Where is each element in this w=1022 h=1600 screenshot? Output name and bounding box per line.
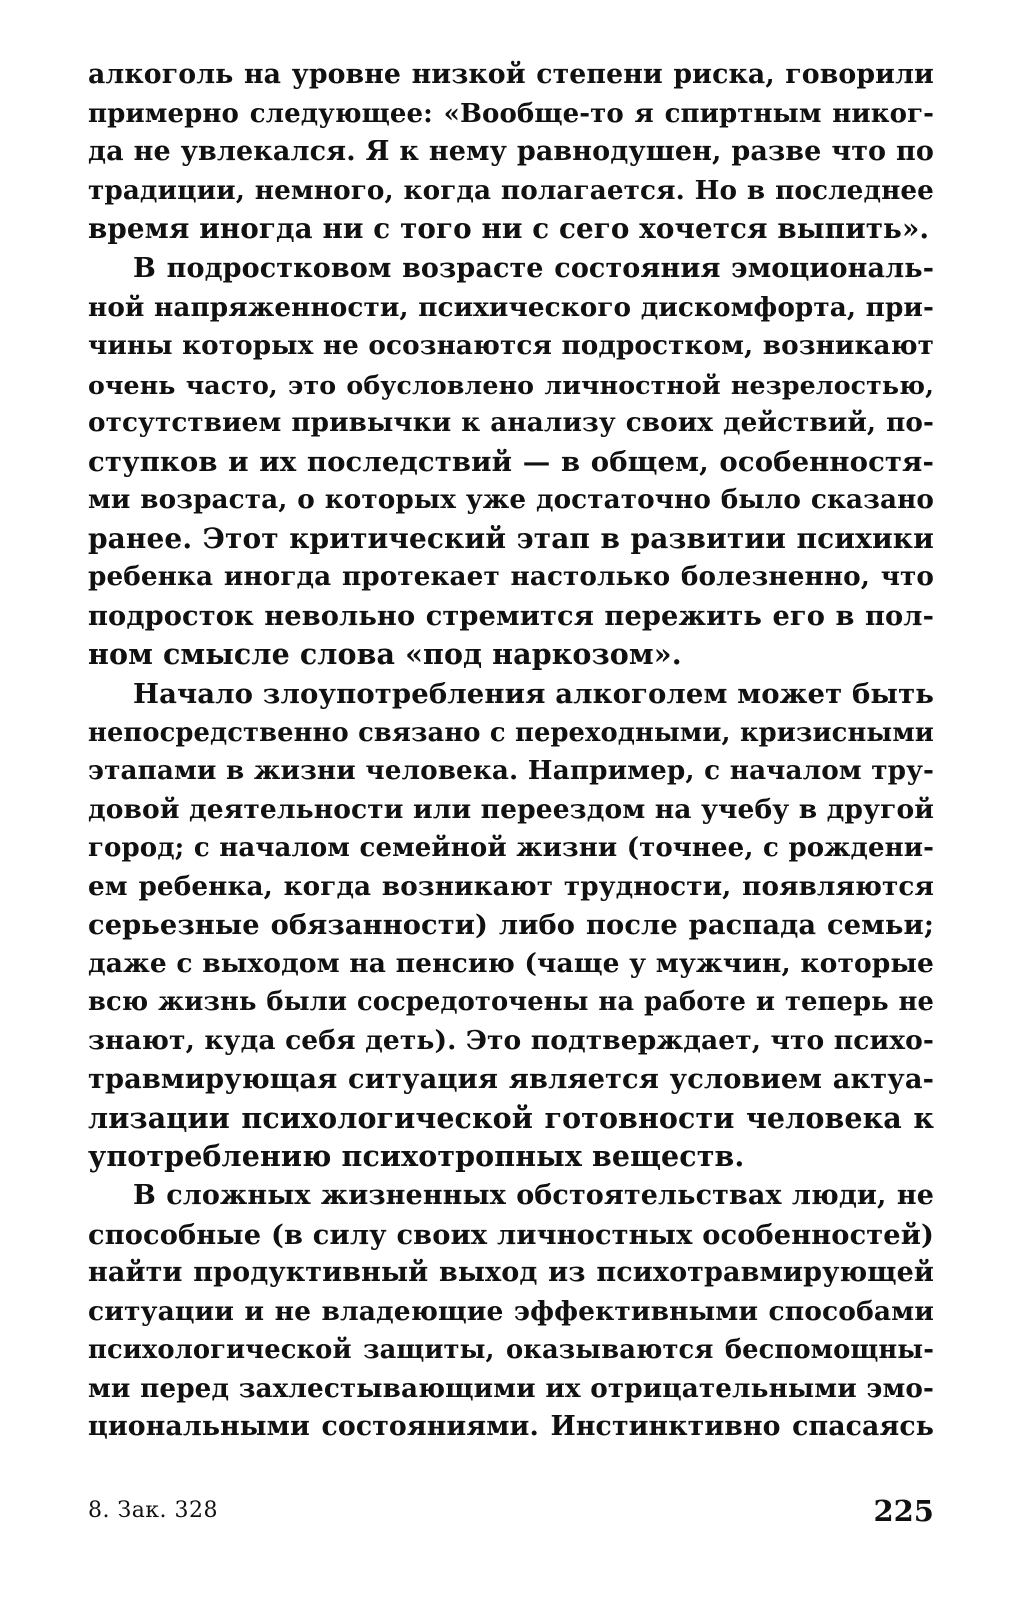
text-line: ми возраста, о которых уже достаточно было сказано — [88, 484, 934, 516]
text-line: В подростковом возрасте состояния эмоциональ- — [133, 253, 934, 285]
text-line: Начало злоупотребления алкоголем может быть — [133, 678, 934, 711]
text-line: очень часто, это обусловлено личностной незрелостью, — [88, 369, 934, 400]
text-line: ребенка иногда протекает настолько болезненно, что — [88, 561, 934, 593]
printer-signature: 8. Зак. 328 — [88, 1498, 219, 1523]
text-line: город; с началом семейной жизни (точнее, с рождени- — [88, 833, 934, 864]
text-line: отсутствием привычки к анализу своих действий, по- — [88, 407, 934, 439]
text-line: этапами в жизни человека. Например, с началом тру- — [88, 755, 934, 787]
text-line: циональными состояниями. Инстинктивно спасаясь — [88, 1411, 934, 1443]
paragraph-4 — [88, 1177, 934, 1447]
text-line: да не увлекался. Я к нему равнодушен, разве что по — [88, 136, 934, 167]
text-line: ном смысле слова «под наркозом». — [88, 637, 682, 672]
page-footer — [88, 1494, 934, 1534]
text-line: даже с выходом на пенсию (чаще у мужчин, которые — [88, 947, 934, 979]
text-line: психологической защиты, оказываются беспомощны- — [88, 1335, 934, 1366]
paragraph-3 — [88, 675, 934, 1176]
text-line: ем ребенка, когда возникают трудности, появляются — [88, 870, 934, 902]
text-line: способные (в силу своих личностных особенностей) — [88, 1218, 934, 1251]
text-line: традиции, немного, когда полагается. Но в последнее — [88, 174, 934, 206]
text-line: алкоголь на уровне низкой степени риска, говорили — [88, 59, 934, 90]
text-line: лизации психологической готовности человека к — [88, 1100, 934, 1135]
text-line: В сложных жизненных обстоятельствах люди, не — [133, 1180, 934, 1212]
page-body — [88, 56, 934, 1447]
text-line: всю жизнь были сосредоточены на работе и теперь не — [88, 987, 934, 1018]
text-line: ми перед захлестывающими их отрицательными эмо- — [88, 1372, 934, 1404]
text-line: время иногда ни с того ни с сего хочется выпить». — [88, 212, 930, 245]
text-line: травмирующая ситуация является условием актуа- — [88, 1063, 934, 1096]
paragraph-2 — [88, 250, 934, 674]
text-line: знают, куда себя деть). Это подтверждает, что психо- — [88, 1024, 934, 1056]
text-line: чины которых не осознаются подростком, возникают — [88, 330, 934, 362]
text-line: ранее. Этот критический этап в развитии психики — [88, 521, 934, 555]
text-line: довой деятельности или переездом на учебу в другой — [88, 793, 934, 825]
text-line: непосредственно связано с переходными, кризисными — [88, 717, 934, 748]
text-line: употреблению психотропных веществ. — [88, 1139, 745, 1174]
text-line: ной напряженности, психического дискомфорта, при- — [88, 291, 934, 323]
text-line: ситуации и не владеющие эффективными способами — [88, 1295, 934, 1327]
text-line: серьезные обязанности) либо после распада семьи; — [88, 909, 934, 942]
page-number: 225 — [873, 1494, 934, 1528]
paragraph-1 — [88, 56, 934, 249]
text-line: примерно следующее: «Вообще-то я спиртным никог- — [88, 98, 934, 129]
text-line: подросток невольно стремится пережить его в пол- — [88, 599, 934, 632]
text-line: найти продуктивный выход из психотравмирующей — [88, 1257, 934, 1289]
text-line: ступков и их последствий — в общем, особенностя- — [88, 445, 934, 478]
